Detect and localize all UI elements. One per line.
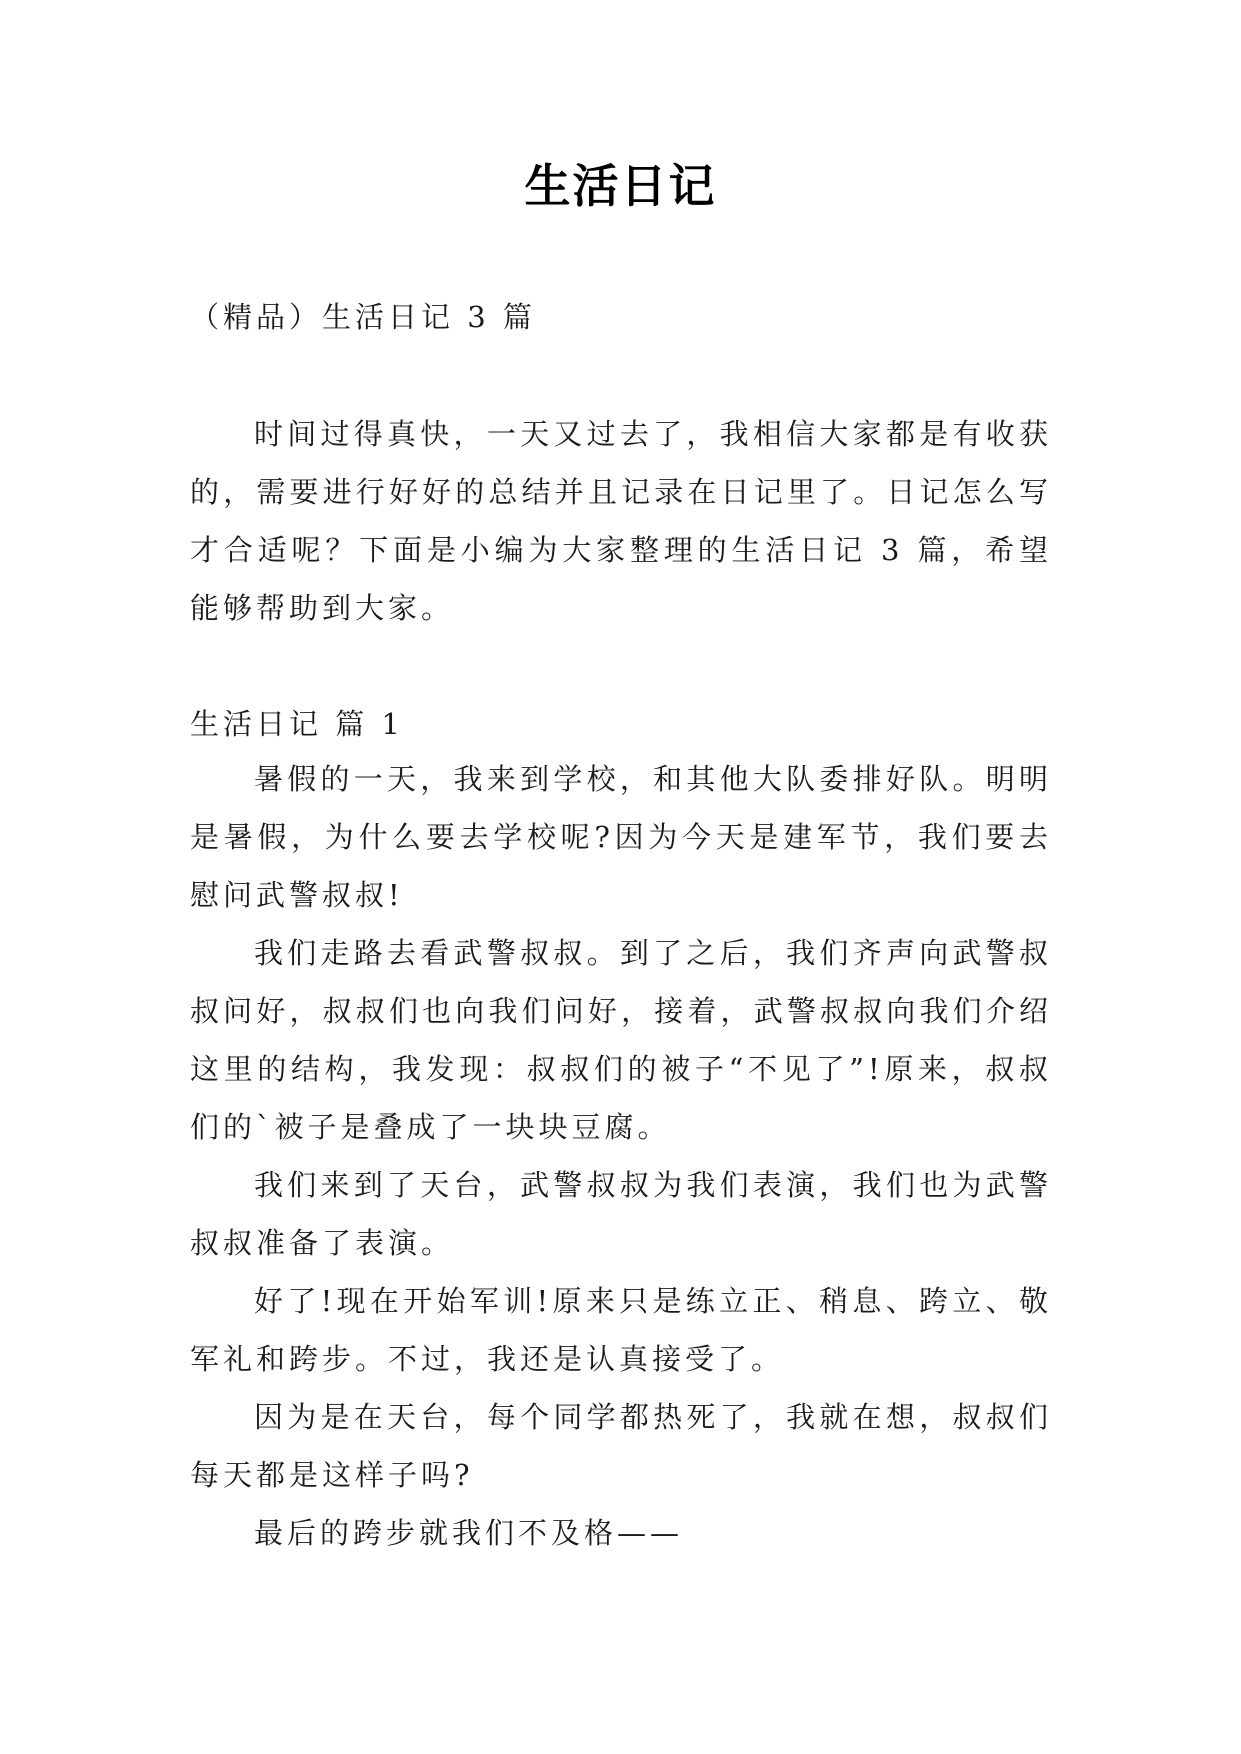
paragraph-3: 我们来到了天台，武警叔叔为我们表演，我们也为武警叔叔准备了表演。 — [190, 1168, 1052, 1260]
document-subtitle: （精品）生活日记 3 篇 — [190, 300, 536, 334]
intro-paragraph: 时间过得真快，一天又过去了，我相信大家都是有收获的，需要进行好好的总结并且记录在日记里了。日记怎么写才合适呢？下面是小编为大家整理的生活日记 3 篇，希望能够帮助到大家。 — [190, 417, 1052, 625]
section-heading: 生活日记 篇 1 — [190, 707, 404, 741]
intro-block — [190, 405, 1052, 637]
paragraph-6: 最后的跨步就我们不及格—— — [254, 1516, 684, 1550]
paragraph-5: 因为是在天台，每个同学都热死了，我就在想，叔叔们每天都是这样子吗? — [190, 1400, 1052, 1492]
paragraph-1: 暑假的一天，我来到学校，和其他大队委排好队。明明是暑假，为什么要去学校呢?因为今天是建军节，我们要去慰问武警叔叔! — [190, 762, 1052, 912]
document-title: 生活日记 — [524, 159, 717, 213]
article-body — [190, 750, 1052, 1562]
paragraph-4: 好了!现在开始军训!原来只是练立正、稍息、跨立、敬军礼和跨步。不过，我还是认真接受了。 — [190, 1284, 1052, 1376]
paragraph-2: 我们走路去看武警叔叔。到了之后，我们齐声向武警叔叔问好，叔叔们也向我们问好，接着，武警叔叔向我们介绍这里的结构，我发现：叔叔们的被子“不见了”!原来，叔叔们的`被子是叠成了一块块豆腐。 — [190, 936, 1052, 1144]
